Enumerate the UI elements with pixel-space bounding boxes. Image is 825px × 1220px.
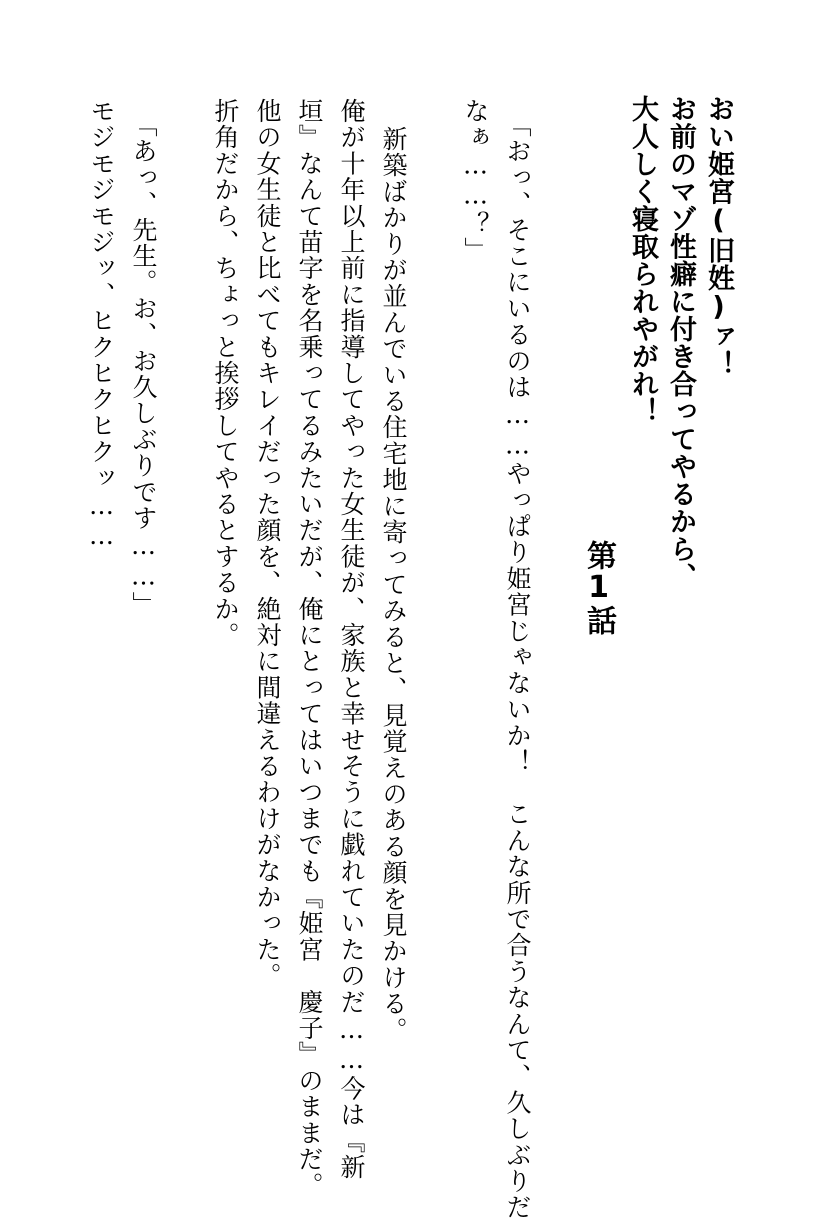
- body-line-5: 俺が十年以上前に指導してやった女生徒が、家族と幸せそうに戯れていたのだ……今は『新: [337, 98, 366, 1181]
- chapter-heading: 第1話: [581, 540, 616, 635]
- body-line-6: 垣』なんて苗字を名乗ってるみたいだが、俺にとってはいつまでも『姫宮 慶子』のままだ。: [295, 98, 324, 1199]
- title-line-1: おい姫宮(旧姓)ァ！: [703, 95, 734, 378]
- body-line-4: 新築ばかりが並んでいる住宅地に寄ってみると、見覚えのある顔を見かける。: [379, 126, 408, 1043]
- body-line-7: 他の女生徒と比べてもキレイだった顔を、絶対に間違えるわけがなかった。: [253, 98, 282, 989]
- title-line-2: お前のマゾ性癖に付き合ってやるから、: [665, 95, 696, 590]
- body-line-11: モジモジモジッ、ヒクヒクヒクッ……: [87, 98, 116, 552]
- title-line-3: 大人しく寝取られやがれ！: [627, 95, 658, 425]
- body-line-8: 折角だから、ちょっと挨拶してやるとするか。: [211, 98, 240, 649]
- body-line-2: なぁ……？」: [461, 98, 490, 264]
- body-line-1: 「おっ、そこにいるのは……やっぱり姫宮じゃないか！ こんな所で合うなんて、久しぶりだ: [503, 112, 532, 1220]
- body-line-10: 「あっ、先生。お、お久しぶりです……」: [129, 112, 158, 618]
